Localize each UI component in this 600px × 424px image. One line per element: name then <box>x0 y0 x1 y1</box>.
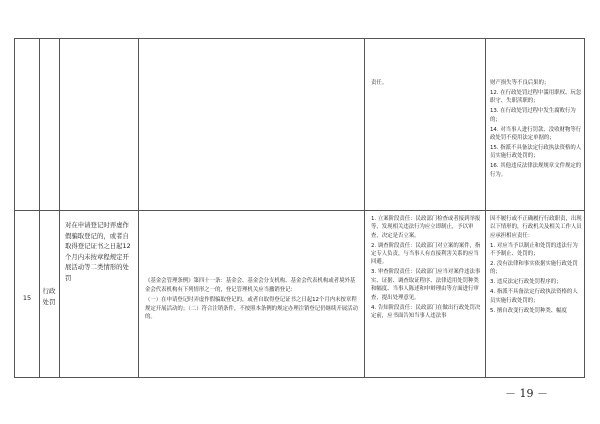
column-divider <box>39 39 40 377</box>
accountability-item: 13. 在行政处罚过程中发生腐败行为的； <box>490 108 576 123</box>
column-divider <box>138 39 139 377</box>
column-divider <box>59 39 60 377</box>
accountability-item: 12. 在行政处罚过程中滥用职权、玩忽职守、失职渎职的； <box>490 89 582 105</box>
responsibility-item: 4. 告知阶段责任：民政部门在做出行政处罚决定前，应书面告知当事人违法事 <box>371 304 481 319</box>
accountability-item: 1. 对应当予以制止和处罚的违法行为不予制止、处罚的； <box>490 242 578 258</box>
row-responsibilities <box>371 215 481 375</box>
responsibility-item: 3. 审查阶段责任：民政部门应当对案件违法事实、证据、调查取证程序、法律适用处罚种类和幅度、当事人陈述和申辩理由等方面进行审查，提出处理意见。 <box>371 269 481 301</box>
row-divider <box>15 210 584 211</box>
accountability-item: 3. 违反法定行政处罚程序的； <box>490 279 562 286</box>
column-divider <box>485 39 486 377</box>
top-responsibility-tail: 责任。 <box>371 80 388 86</box>
page-number: － 19 － <box>505 387 548 400</box>
row-accountability <box>490 215 582 375</box>
accountability-item: 16. 其他违反法律法规规章文件规定的行为。 <box>490 163 582 178</box>
responsibility-item: 1. 立案阶段责任：民政部门检查或者接到举报等，发现相关违法行为应立即制止，予以审查，决定是否立案。 <box>371 216 481 239</box>
row-item-name: 对在申请登记时弄虚作假骗取登记的，或者自取得登记证书之日起12个月内未按章程规定开展活动等二类情形的处罚 <box>65 221 131 282</box>
top-accountability-cell <box>490 79 582 207</box>
column-divider <box>364 39 365 377</box>
basis-paragraph: （一）在申请登记时弄虚作假骗取登记的，或者自取得登记证书之日起12个月内未按章程规定开展活动的；（二）符合注销条件，不按照本条例的规定办理注销登记仍继续开展活动的。 <box>145 296 358 321</box>
row-number: 15 <box>22 294 32 302</box>
basis-paragraph: 《基金会管理条例》第四十一条：基金会、基金会分支机构、基金会代表机构或者境外基金会代表机构有下列情形之一的，登记管理机关应当撤销登记： <box>145 278 356 293</box>
responsibility-table <box>14 38 585 378</box>
accountability-item: 财产损失等不良后果的； <box>490 80 550 86</box>
responsibility-item: 2. 调查阶段责任：民政部门对立案的案件，指定专人负责，与当事人有直接利害关系的应当回避。 <box>371 242 481 266</box>
accountability-item: 4. 指派不具备法定行政执法资格的人员实施行政处罚的； <box>490 289 578 304</box>
accountability-item: 因不履行或不正确履行行政职责，出现以下情形的，行政机关及相关工作人员应承担相应责任： <box>490 216 582 239</box>
row-legal-basis <box>145 277 358 323</box>
accountability-item: 15. 指派不具备法定行政执法资格的人员实施行政处罚的； <box>490 145 582 160</box>
accountability-item: 14. 对当事人进行罚款、没收财物等行政处罚不使用法定单据的； <box>490 126 582 142</box>
row-category: 行政处罚 <box>42 287 56 307</box>
accountability-item: 2. 没有法律和事实依据实施行政处罚的； <box>490 261 578 276</box>
accountability-item: 5. 擅自改变行政处罚种类、幅度 <box>490 307 567 314</box>
